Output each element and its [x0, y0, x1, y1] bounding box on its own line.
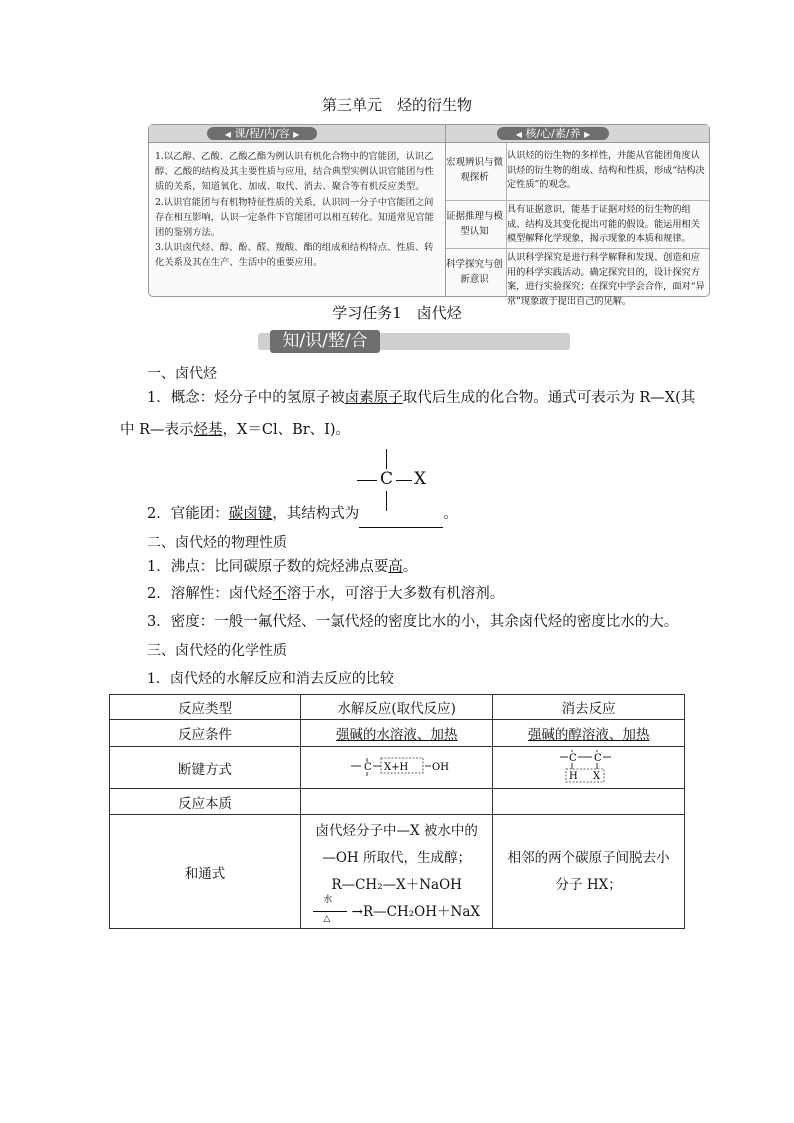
svg-text:OH: OH	[431, 761, 449, 773]
course-item: 1.以乙醇、乙酸、乙酸乙酯为例认识有机化合物中的官能团，认识乙醇、乙酸的结构及其主要性质与应用，结合典型实例认识官能团与性质的关系，知道氧化、加成、取代、消去、聚合等有机反应类型。	[155, 151, 434, 193]
course-content-label: ◀ 课/程/内/容 ▶	[207, 127, 317, 140]
table-cell: 反应条件	[110, 720, 301, 747]
table-cell: 断键方式	[110, 747, 301, 789]
course-content-list	[155, 149, 439, 271]
svg-text:C: C	[593, 752, 602, 764]
table-header-cell: 水解反应(取代反应)	[301, 695, 493, 720]
density-paragraph: 3．密度：一般一氟代烃、一氯代烃的密度比水的小，其余卤代烃的密度比水的大。	[147, 614, 679, 630]
table-header-cell: 消去反应	[493, 695, 685, 720]
table-row	[110, 720, 685, 747]
left-triangle-icon: ◀	[515, 130, 522, 139]
competency-name: 科学探究与创新意识	[446, 259, 504, 285]
table-header-cell: 反应类型	[110, 695, 301, 720]
section-heading: 二、卤代烃的物理性质	[147, 535, 287, 551]
competency-row	[446, 248, 709, 307]
subsection-heading: 1．卤代烃的水解反应和消去反应的比较	[147, 671, 394, 687]
competency-desc: 认识科学探究是进行科学解释和发现、创造和应用的科学实践活动。确定探究目的，设计探究方案，进行实验探究；在探究中学会合作，面对“异常”现象敢于提出自己的见解。	[507, 252, 705, 307]
elimination-bond-diagram	[554, 748, 624, 784]
elimination-general-cell: 相邻的两个碳原子间脱去小 分子 HX；	[493, 815, 685, 929]
competency-desc: 具有证据意识，能基于证据对烃的衍生物的组成、结构及其变化提出可能的假设。能运用相关模型解释化学现象，揭示现象的本质和规律。	[507, 204, 700, 244]
competency-desc: 认识烃的衍生物的多样性，并能从官能团角度认识烃的衍生物的组成、结构和性质，形成“结构决定性质”的观念。	[507, 150, 705, 190]
hydrolysis-bond-diagram	[337, 751, 457, 781]
competency-name: 证据推理与模型认知	[446, 211, 504, 237]
reaction-comparison-table	[109, 694, 685, 929]
table-cell: 强碱的醇溶液、加热	[493, 720, 685, 747]
svg-text:X: X	[592, 770, 600, 782]
section-heading: 一、卤代烃	[147, 366, 217, 382]
competency-row	[446, 143, 709, 200]
svg-text:C: C	[363, 761, 372, 773]
competency-name: 宏观辨识与微观探析	[446, 157, 504, 183]
svg-text:C: C	[568, 752, 577, 764]
table-cell-empty	[301, 789, 493, 815]
halogen-atom: X	[414, 469, 427, 489]
boiling-point-paragraph: 1．沸点：比同碳原子数的烷烃沸点要高。	[147, 559, 418, 575]
bond-cleavage-hydrolysis	[301, 747, 493, 789]
page-title: 第三单元 烃的衍生物	[321, 96, 472, 114]
task-title: 学习任务1 卤代烃	[332, 304, 462, 322]
bond-cleavage-elimination	[493, 747, 685, 789]
answer-blank[interactable]	[359, 513, 443, 528]
hydrolysis-equation-line: 水 △ →R—CH₂OH＋NaX	[301, 899, 492, 926]
concept-paragraph-cont: 中 R—表示烃基，X＝Cl、Br、I)。	[120, 422, 351, 438]
right-triangle-icon: ▶	[584, 130, 591, 139]
left-triangle-icon: ◀	[224, 130, 231, 139]
concept-paragraph: 1．概念：烃分子中的氢原子被卤素原子取代后生成的化合物。通式可表示为 R—X(其	[147, 390, 696, 406]
course-item: 2.认识官能团与有机物特征性质的关系，认识同一分子中官能团之间存在相互影响，认识一定条件下官能团可以相互转化。知道常见官能团的鉴别方法。	[155, 196, 434, 239]
table-cell: 强碱的水溶液、加热	[301, 720, 493, 747]
hydrolysis-general-cell: 卤代烃分子中—X 被水中的 —OH 所取代，生成醇； R—CH₂—X＋NaOH 水 △ →R—CH₂OH＋NaX	[301, 815, 493, 929]
table-cell: 和通式	[110, 815, 301, 929]
table-row	[110, 815, 685, 929]
core-literacy-label: ◀ 核/心/素/养 ▶	[497, 127, 609, 140]
course-item: 3.认识卤代烃、醇、酚、醛、羧酸、酯的组成和结构特点、性质、转化关系及其在生产、生活中的重要应用。	[155, 242, 434, 269]
table-row	[110, 747, 685, 789]
table-row	[110, 789, 685, 815]
competency-row	[446, 200, 709, 249]
carbon-atom: C	[380, 469, 394, 489]
table-header-row	[110, 695, 685, 720]
unit-overview-box	[148, 124, 710, 307]
solubility-paragraph: 2．溶解性：卤代烃不溶于水，可溶于大多数有机溶剂。	[147, 586, 505, 602]
functional-group-paragraph: 2．官能团：碳卤键，其结构式为 。	[147, 500, 458, 528]
svg-text:H: H	[568, 770, 578, 782]
section-banner-label: 知/识/整/合	[270, 330, 380, 353]
table-cell-empty	[493, 789, 685, 815]
svg-text:X+H: X+H	[383, 761, 408, 773]
table-cell: 反应本质	[110, 789, 301, 815]
right-triangle-icon: ▶	[293, 130, 300, 139]
section-heading: 三、卤代烃的化学性质	[147, 643, 287, 659]
reaction-arrow: 水 △	[313, 902, 347, 922]
